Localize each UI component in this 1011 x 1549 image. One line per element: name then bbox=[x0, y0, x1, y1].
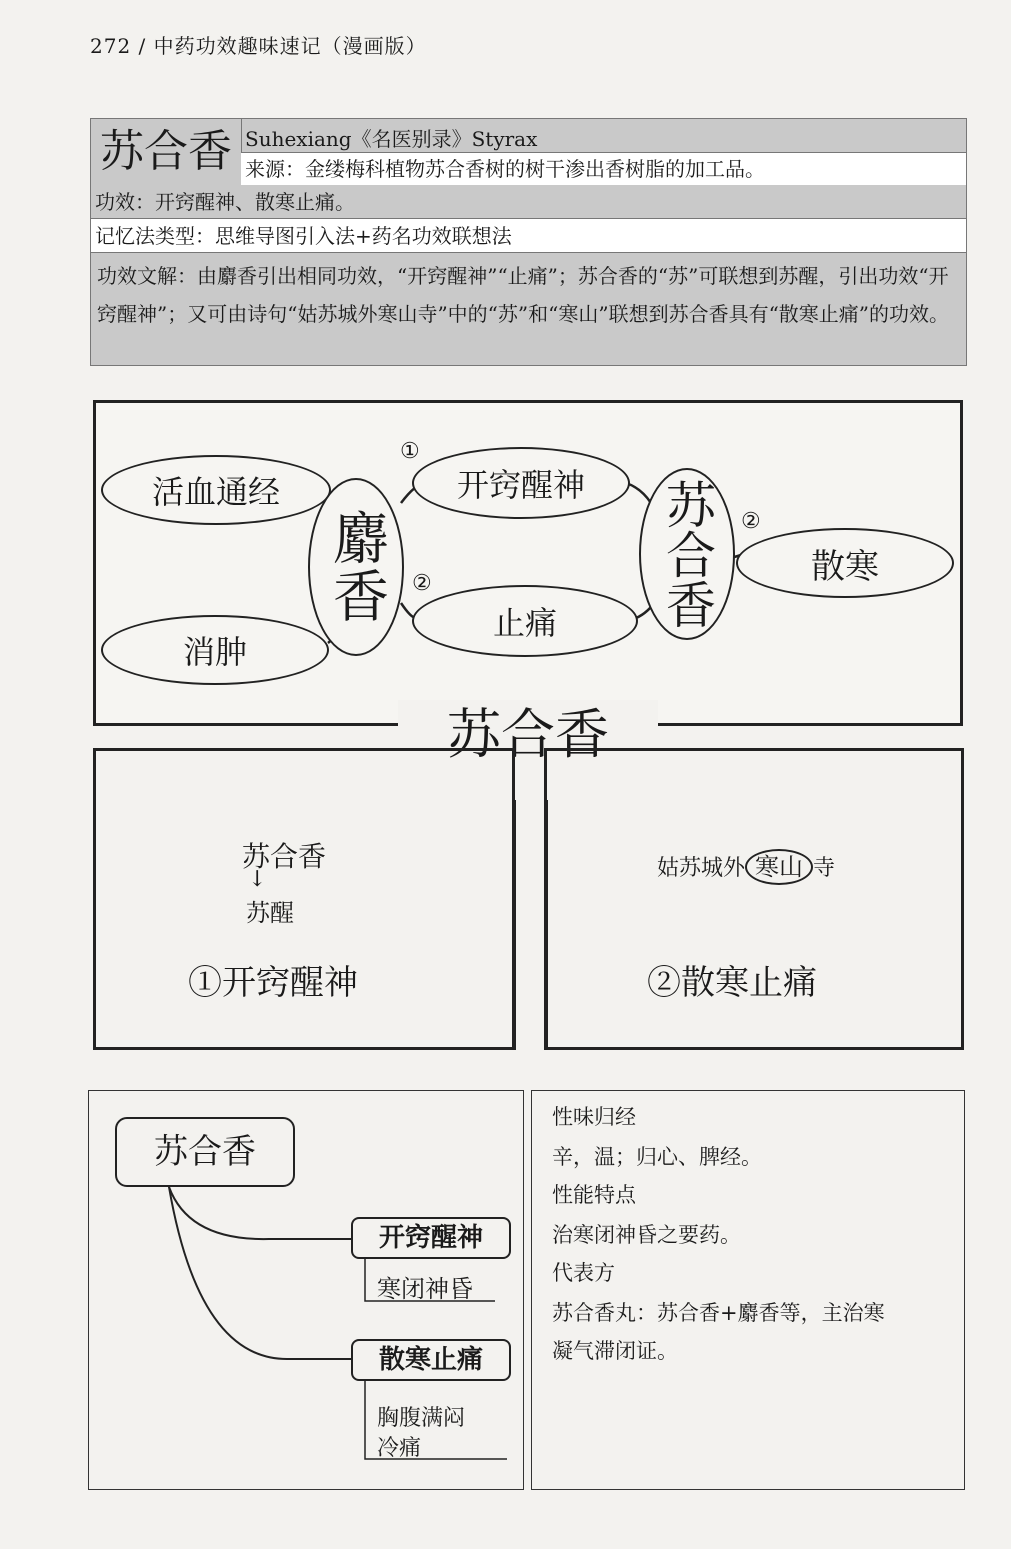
divider-right bbox=[544, 800, 548, 1050]
tree-leaf-fullness: 胸腹满闷 bbox=[377, 1406, 466, 1431]
herb-source: 来源：金缕梅科植物苏合香树的树干渗出香树脂的加工品。 bbox=[241, 152, 966, 185]
poem-pre: 姑苏城外 bbox=[657, 856, 746, 881]
panel-poem bbox=[544, 748, 964, 1050]
prop-heading-formula: 代表方 bbox=[552, 1262, 615, 1285]
panel-left-line2: 苏醒 bbox=[246, 899, 294, 927]
page-header: 272 / 中药功效趣味速记（漫画版） bbox=[90, 34, 427, 58]
panel-right-caption: ②散寒止痛 bbox=[647, 963, 817, 1003]
herb-latin: Suhexiang《名医别录》Styrax bbox=[245, 127, 538, 151]
memory-type-row: 记忆法类型：思维导图引入法+药名功效联想法 bbox=[91, 219, 966, 253]
circle-number-2: ② bbox=[412, 571, 432, 596]
info-table bbox=[90, 118, 967, 366]
panel-awaken bbox=[93, 748, 515, 1050]
tree-root: 苏合香 bbox=[115, 1117, 295, 1187]
poem-circled: 寒山 bbox=[745, 849, 813, 885]
node-dispel-cold: 散寒 bbox=[736, 528, 954, 598]
node-relieve-pain: 止痛 bbox=[412, 585, 638, 657]
info-title-row bbox=[91, 119, 966, 185]
prop-text-nature: 辛，温；归心、脾经。 bbox=[552, 1145, 762, 1169]
tree-branch-open: 开窍醒神 bbox=[351, 1217, 511, 1259]
poem-line bbox=[657, 847, 835, 882]
prop-text-formula-1: 苏合香丸：苏合香+麝香等，主治寒 bbox=[552, 1301, 885, 1325]
herb-name: 苏合香 bbox=[91, 119, 242, 185]
tree-branch-cold: 散寒止痛 bbox=[351, 1339, 511, 1381]
efficacy-row: 功效：开窍醒神、散寒止痛。 bbox=[91, 185, 966, 219]
prop-heading-nature: 性味归经 bbox=[552, 1106, 636, 1129]
tree-panel bbox=[88, 1090, 524, 1490]
explanation-row: 功效文解：由麝香引出相同功效，“开窍醒神”“止痛”；苏合香的“苏”可联想到苏醒，引出功效“开窍醒神”；又可由诗句“姑苏城外寒山寺”中的“苏”和“寒山”联想到苏合香具有“散寒止痛”的功效。 bbox=[91, 253, 966, 365]
node-reduce-swelling: 消肿 bbox=[101, 615, 329, 685]
panel-left-caption: ①开窍醒神 bbox=[188, 963, 358, 1003]
node-activate-blood: 活血通经 bbox=[101, 455, 331, 525]
mindmap-box bbox=[93, 400, 963, 726]
prop-text-formula-2: 凝气滞闭证。 bbox=[552, 1339, 678, 1363]
prop-heading-feature: 性能特点 bbox=[552, 1184, 636, 1207]
prop-text-feature: 治寒闭神昏之要药。 bbox=[552, 1223, 741, 1247]
tree-leaf-cold-pain: 冷痛 bbox=[377, 1436, 422, 1461]
properties-panel bbox=[531, 1090, 965, 1490]
big-title: 苏合香 bbox=[398, 700, 658, 770]
panel-left-line1: 苏合香 bbox=[242, 840, 327, 873]
divider-left bbox=[512, 800, 516, 1050]
down-arrow-icon: ↓ bbox=[248, 867, 267, 892]
poem-post: 寺 bbox=[813, 856, 836, 881]
node-open-orifices: 开窍醒神 bbox=[412, 447, 630, 519]
circle-number-1: ① bbox=[400, 439, 420, 464]
tree-leaf-cold-closure: 寒闭神昏 bbox=[377, 1275, 473, 1303]
node-styrax: 苏合香 bbox=[639, 468, 735, 640]
node-musk: 麝香 bbox=[308, 478, 404, 656]
circle-number-2-right: ② bbox=[741, 509, 761, 534]
